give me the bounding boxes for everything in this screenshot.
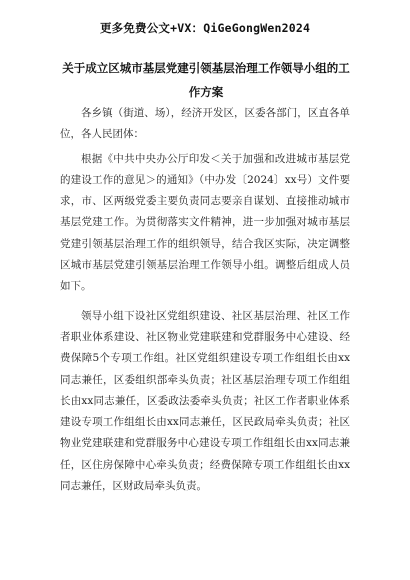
body-paragraph: 领导小组下设社区党组织建设、社区基层治理、社区工作者职业体系建设、社区物业党建联建和党群服务中心建设、经费保障5个专项工作组。社区党组织建设专项工作组组长由xx同志兼任，区委组织部牵头负责；社区基层治理专项工作组组长由xx同志兼任，区委政法委牵头负责；社区工作者职业体系建设专项工作组组长由xx同志兼任，区民政局牵头负责；社区物业党建联建和党群服务中心建设专项工作组组长由xx同志兼任，区住房保障中心牵头负责；经费保障专项工作组组长由xx同志兼任，区财政局牵头负责。 — [60, 309, 350, 493]
document-title: 关于成立区城市基层党建引领基层治理工作领导小组的工作方案 — [62, 61, 350, 99]
document-body — [60, 103, 350, 506]
salutation-paragraph: 各乡镇（街道、场），经济开发区，区委各部门，区直各单位，各人民团体： — [60, 107, 350, 141]
promo-banner: 更多免费公文+VX：QiGeGongWen2024 — [99, 21, 311, 35]
body-paragraph: 根据《中共中央办公厅印发＜关于加强和改进城市基层党的建设工作的意见＞的通知》（中办发〔2024〕xx号）文件要求，市、区两级党委主要负责同志要亲自谋划、直接推动城市基层党建工作。为贯彻落实文件精神，进一步加强对城市基层党建引领基层治理工作的组织领导，结合我区实际，决定调整区城市基层党建引领基层治理工作领导小组。调整后组成人员如下。 — [60, 152, 350, 293]
